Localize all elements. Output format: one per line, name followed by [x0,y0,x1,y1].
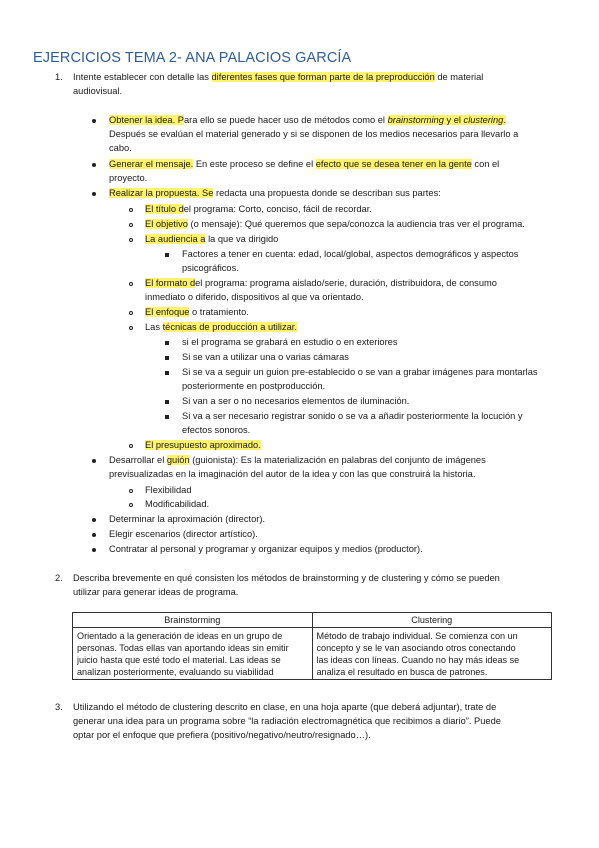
bullet-dot [92,533,96,537]
sub-sub-bullet-text: posteriormente en postproducción. [182,381,326,391]
sub-bullet-circle [129,489,133,493]
question-2-line: Describa brevemente en qué consisten los métodos de brainstorming y de clustering y cómo se pueden [73,573,500,583]
bullet-dot [92,518,96,522]
bullet-dot [92,119,96,123]
bullet-text: Determinar la aproximación (director). [109,514,266,524]
bullet-dot [92,459,96,463]
sub-bullet-text: El objetivo (o mensaje): Qué queremos que sepa/conozca la audiencia tras ver el programa. [145,219,525,229]
sub-sub-bullet-text: Si se van a utilizar una o varias cámaras [182,352,349,362]
sub-bullet-circle [129,311,133,315]
sub-bullet-text: La audiencia a la que va dirigido [145,234,279,244]
sub-bullet-text: El presupuesto aproximado. [145,440,261,450]
sub-bullet-circle [129,208,133,212]
bullet-text: previsualizadas en la imaginación del autor de la idea y con las que construirá la historia. [109,469,476,479]
sub-sub-bullet-text: Factores a tener en cuenta: edad, local/global, aspectos demográficos y aspectos [182,249,519,259]
sub-sub-bullet-square [165,253,169,257]
sub-sub-bullet-text: Si va a ser necesario registrar sonido o se va a añadir posteriormente la locución y [182,411,523,421]
bullet-text: Después se evalúan el material generado y si se disponen de los medios necesarios para llevarlo a [109,129,519,139]
question-3-line: optar por el enfoque que prefiera (positivo/negativo/neutro/resignado…). [73,730,371,740]
bullet-dot [92,163,96,167]
sub-bullet-text: Modificabilidad. [145,499,210,509]
sub-sub-bullet-square [165,415,169,419]
sub-bullet-text: Flexibilidad [145,485,192,495]
document-title: EJERCICIOS TEMA 2- ANA PALACIOS GARCÍA [33,50,352,66]
sub-bullet-text: El formato del programa: programa aislado/serie, duración, distribuidora, de consumo [145,278,497,288]
question-1-line: Intente establecer con detalle las diferentes fases que forman parte de la preproducción de material [73,72,484,82]
question-2-line: utilizar para generar ideas de programa. [73,587,239,597]
question-number: 2. [55,573,63,583]
sub-sub-bullet-text: Si van a ser o no necesarios elementos de iluminación. [182,396,410,406]
sub-sub-bullet-text: si el programa se grabará en estudio o en exteriores [182,337,398,347]
bullet-text: Contratar al personal y programar y organizar equipos y medios (productor). [109,544,423,554]
bullet-text: proyecto. [109,173,148,183]
sub-bullet-text: Las técnicas de producción a utilizar. [145,322,297,332]
question-number: 3. [55,702,63,712]
sub-sub-bullet-square [165,356,169,360]
bullet-text: Desarrollar el guión (guionista): Es la materialización en palabras del conjunto de imágenes [109,455,486,465]
table-cell: Orientado a la generación de ideas en un grupo de personas. Todas ellas van aportando ideas sin emitir juicio hasta que esté todo el material. Las ideas se analizan posteriormente, evaluando su viabilidad [73,628,313,680]
sub-sub-bullet-square [165,341,169,345]
comparison-table [72,612,552,680]
bullet-text: Realizar la propuesta. Se redacta una propuesta donde se describan sus partes: [109,188,441,198]
question-3-line: generar una idea para un programa sobre “la radiación electromagnética que recibimos a diario”. Puede [73,716,501,726]
bullet-text: Obtener la idea. Para ello se puede hacer uso de métodos como el brainstorming y el clustering. [109,115,506,125]
bullet-text: Elegir escenarios (director artístico). [109,529,258,539]
sub-bullet-circle [129,503,133,507]
table-header: Clustering [312,613,552,628]
bullet-text: Generar el mensaje. En este proceso se define el efecto que se desea tener en la gente con el [109,159,500,169]
bullet-dot [92,548,96,552]
sub-bullet-circle [129,238,133,242]
sub-sub-bullet-text: efectos sonoros. [182,425,251,435]
sub-sub-bullet-text: Si se va a seguir un guion pre-establecido o se van a grabar imágenes para montarlas [182,367,538,377]
sub-bullet-circle [129,326,133,330]
sub-bullet-circle [129,223,133,227]
sub-bullet-text: El título del programa: Corto, conciso, fácil de recordar. [145,204,372,214]
sub-bullet-text: El enfoque o tratamiento. [145,307,249,317]
sub-bullet-circle [129,282,133,286]
bullet-dot [92,192,96,196]
table-header: Brainstorming [73,613,313,628]
sub-sub-bullet-square [165,371,169,375]
question-3-line: Utilizando el método de clustering descrito en clase, en una hoja aparte (que deberá adjuntar), trate de [73,702,497,712]
table-cell: Método de trabajo individual. Se comienza con un concepto y se le van asociando otros conectando las ideas con líneas. Cuando no hay más ideas se analiza el resultado en busca de patrones. [312,628,552,680]
sub-sub-bullet-text: psicográficos. [182,263,239,273]
bullet-text: cabo. [109,143,132,153]
sub-sub-bullet-square [165,400,169,404]
sub-bullet-text: inmediato o diferido, dispositivos al que va orientado. [145,292,364,302]
sub-bullet-circle [129,444,133,448]
question-1-line: audiovisual. [73,86,123,96]
question-number: 1. [55,72,63,82]
